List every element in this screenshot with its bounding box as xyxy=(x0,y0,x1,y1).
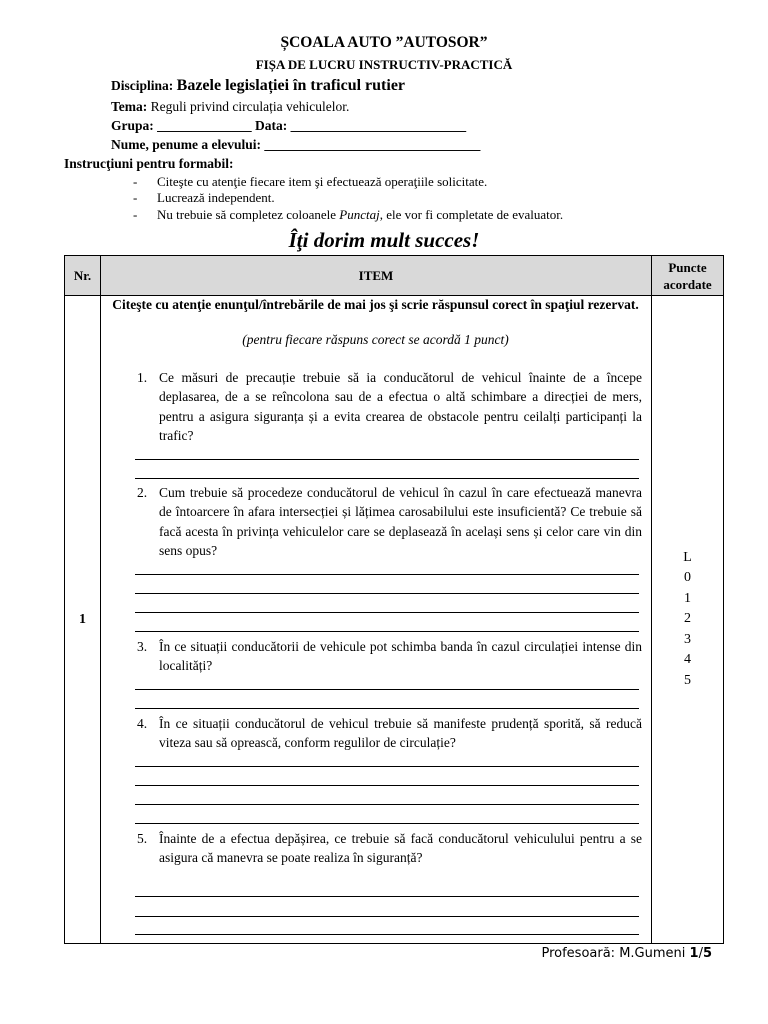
instructions-title: Instrucţiuni pentru formabil: xyxy=(64,156,234,171)
question-number: 2. xyxy=(137,485,148,500)
item-table xyxy=(64,255,724,944)
question-number: 3. xyxy=(137,639,148,654)
points-option: 1 xyxy=(684,590,691,606)
points-option: 5 xyxy=(684,672,691,688)
question-text: Cum trebuie să procedeze conducătorul de vehicul în cazul în care efectuează manevra de întoarcere în afara intersecției și lățimea carosabilului este insuficientă? Ce trebuie să facă acesta în privința vehiculelor care se deplasează în același sens și celor care vin din sens opus? xyxy=(159,485,642,558)
row-number: 1 xyxy=(65,296,101,944)
answer-line[interactable] xyxy=(135,785,639,786)
group-date-line xyxy=(111,118,466,134)
page-number: 1 xyxy=(689,946,699,961)
item-instruction: Citeşte cu atenţie enunţul/întrebările de mai jos şi scrie răspunsul corect în spaţiul rezervat. xyxy=(112,297,639,312)
points-scale xyxy=(683,548,692,692)
theme-label: Tema: xyxy=(111,99,148,114)
punctaj-italic: Punctaj xyxy=(339,207,380,222)
question-text: Ce măsuri de precauție trebuie să ia conducătorul de vehicul înainte de a începe deplasarea, de a se reîncolona sau de a efectua o altă schimbare a direcției de mers, pentru a asigura siguranța și a evita crearea de obstacole pentru ceilalți participanți la trafic? xyxy=(159,370,642,443)
page-total: 5 xyxy=(702,946,712,961)
answer-line[interactable] xyxy=(135,766,639,767)
answer-line[interactable] xyxy=(135,916,639,917)
group-field: ______________ xyxy=(157,118,252,133)
points-cell xyxy=(652,296,724,944)
points-option: 0 xyxy=(684,570,691,586)
name-label: Nume, penume a elevului: xyxy=(111,137,261,152)
points-option: 4 xyxy=(684,652,691,668)
answer-line[interactable] xyxy=(135,593,639,594)
discipline-line xyxy=(111,77,405,95)
date-field: __________________________ xyxy=(290,118,467,133)
answer-line[interactable] xyxy=(135,612,639,613)
points-option: 3 xyxy=(684,631,691,647)
answer-line[interactable] xyxy=(135,823,639,824)
answer-line[interactable] xyxy=(135,478,639,479)
teacher-name: Profesoară: M.Gumeni xyxy=(541,946,686,961)
name-field: ________________________________ xyxy=(264,137,481,152)
sheet-title: FIȘA DE LUCRU INSTRUCTIV-PRACTICĂ xyxy=(255,57,513,72)
date-label: Data: xyxy=(255,118,288,133)
question-text: Înainte de a efectua depășirea, ce trebuie să facă conducătorul vehiculului pentru a se asigura că manevra se poate realiza în siguranță? xyxy=(159,831,642,866)
theme-value: Reguli privind circulația vehiculelor. xyxy=(150,99,350,114)
answer-line[interactable] xyxy=(135,934,639,935)
question-number: 5. xyxy=(137,831,148,846)
header-nr: Nr. xyxy=(65,256,101,296)
question-text: În ce situații conducătorul de vehicul trebuie să manifeste prudență sporită, să reducă viteza sau să oprească, conform regulilor de circulație? xyxy=(159,716,642,751)
school-name: ȘCOALA AUTO ”AUTOSOR” xyxy=(280,34,488,51)
header-item: ITEM xyxy=(101,256,652,296)
answer-line[interactable] xyxy=(135,574,639,575)
answer-line[interactable] xyxy=(135,896,639,897)
answer-line[interactable] xyxy=(135,804,639,805)
item-content xyxy=(101,296,652,944)
motto: Îţi dorim mult succes! xyxy=(288,228,480,252)
points-option: L xyxy=(683,549,692,565)
question-number: 4. xyxy=(137,716,148,731)
discipline-value: Bazele legislației în traficul rutier xyxy=(176,77,406,94)
question-text: În ce situații conducătorii de vehicule pot schimba banda în cazul circulației intense din localități? xyxy=(159,639,642,674)
answer-line[interactable] xyxy=(135,689,639,690)
name-line xyxy=(111,137,480,153)
scoring-note: (pentru fiecare răspuns corect se acordă 1 punct) xyxy=(242,332,509,347)
question-number: 1. xyxy=(137,370,148,385)
discipline-label: Disciplina: xyxy=(111,78,174,93)
page-separator: / xyxy=(698,946,703,961)
page-footer xyxy=(541,946,712,961)
points-option: 2 xyxy=(684,611,691,627)
header-points: Puncte acordate xyxy=(652,256,724,296)
theme-line xyxy=(111,99,349,115)
group-label: Grupa: xyxy=(111,118,154,133)
answer-line[interactable] xyxy=(135,459,639,460)
answer-line[interactable] xyxy=(135,631,639,632)
answer-line[interactable] xyxy=(135,708,639,709)
